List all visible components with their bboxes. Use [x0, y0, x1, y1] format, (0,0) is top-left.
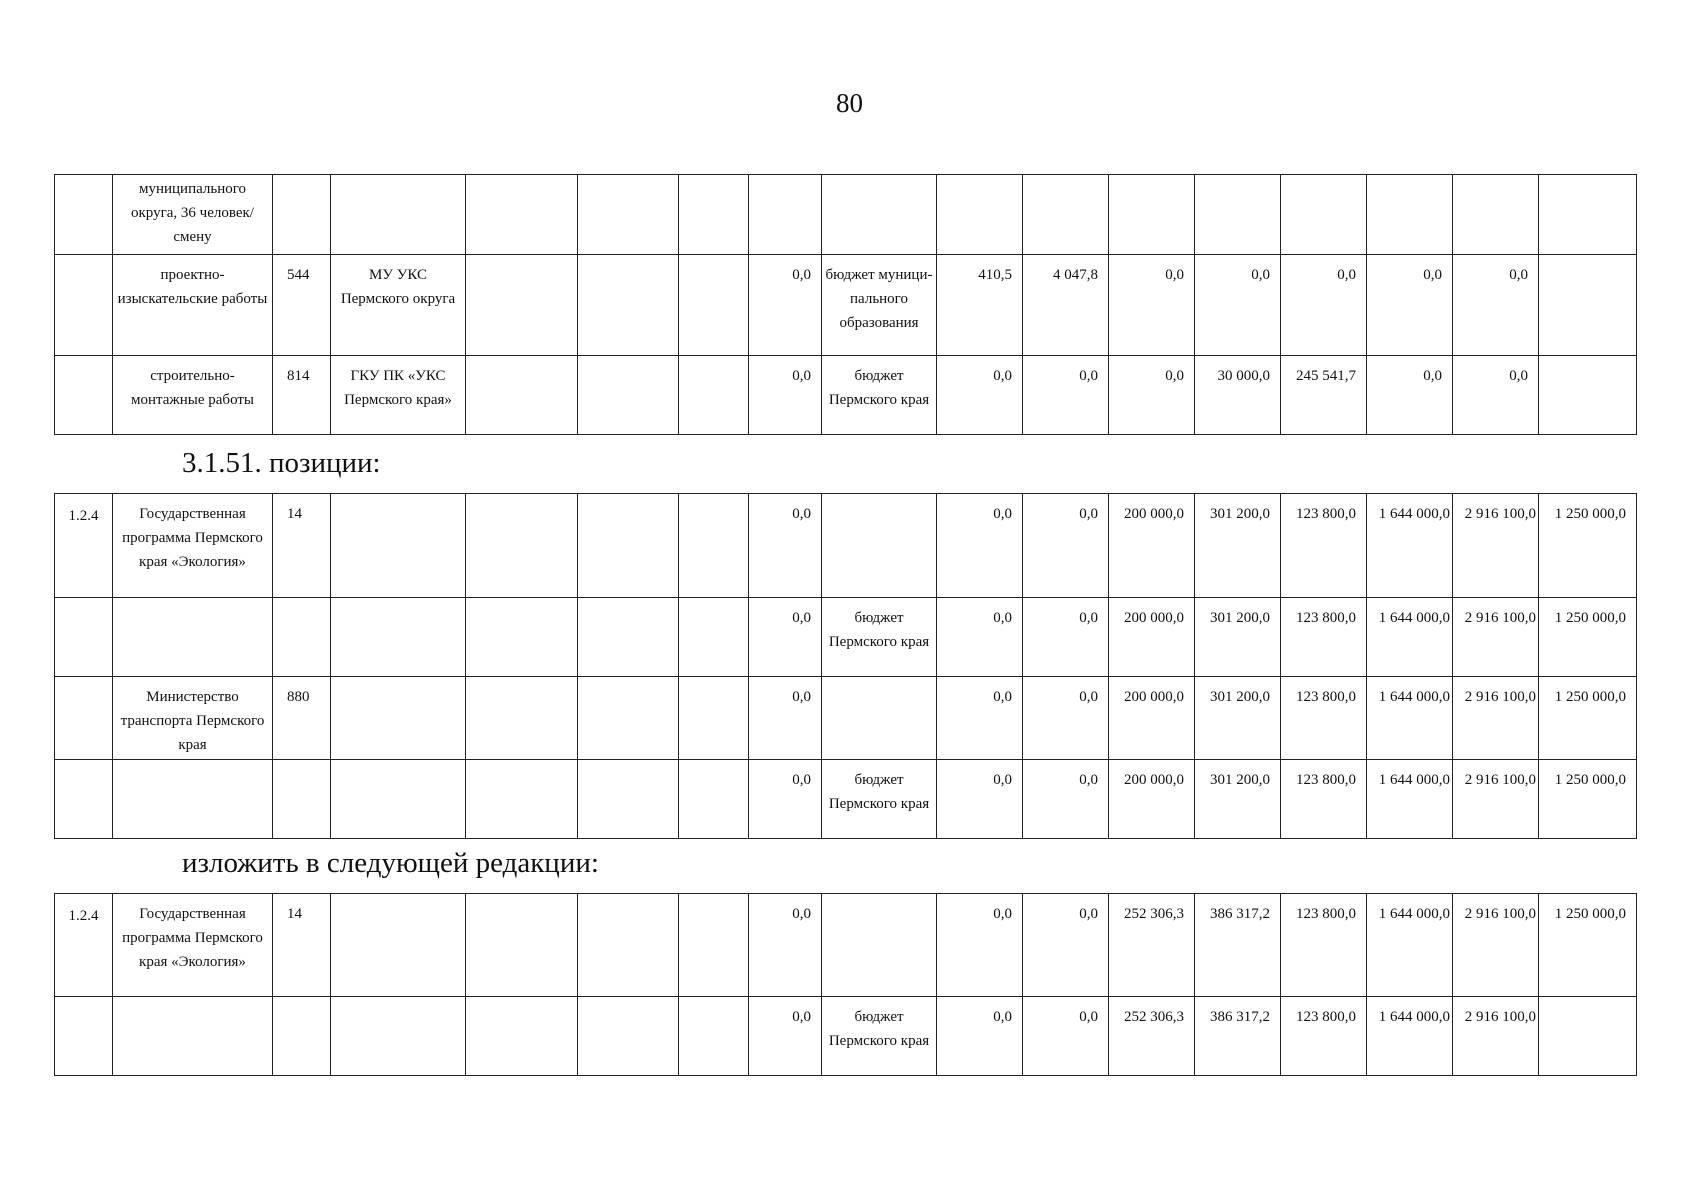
table-cell	[679, 677, 749, 760]
table-cell: 252 306,3	[1109, 997, 1195, 1076]
table-cell: проектно-изыскательские работы	[113, 255, 273, 356]
table-cell: 123 800,0	[1281, 494, 1367, 598]
table-cell	[466, 997, 578, 1076]
table-cell	[55, 175, 113, 255]
table-cell: 0,0	[1023, 598, 1109, 677]
table-row	[55, 356, 1637, 435]
table-cell: 0,0	[937, 494, 1023, 598]
table-cell	[55, 760, 113, 839]
table-cell	[331, 894, 466, 997]
table-cell	[273, 598, 331, 677]
table-cell: бюджет муници-пального образования	[822, 255, 937, 356]
table-cell: Министерство транспорта Пермского края	[113, 677, 273, 760]
table-cell	[55, 356, 113, 435]
table-cell	[1281, 175, 1367, 255]
table-cell	[578, 677, 679, 760]
table-cell	[55, 598, 113, 677]
table-cell	[331, 494, 466, 598]
table-cell: 200 000,0	[1109, 598, 1195, 677]
table-cell: 0,0	[1109, 356, 1195, 435]
table-cell: 1 644 000,0	[1367, 997, 1453, 1076]
table-cell	[331, 598, 466, 677]
table-cell: 0,0	[937, 760, 1023, 839]
table-cell: 0,0	[749, 255, 822, 356]
table-cell: 1 250 000,0	[1539, 677, 1637, 760]
table-row	[55, 494, 1637, 598]
table-cell: Государственная программа Пермского края «Экология»	[113, 894, 273, 997]
table-cell	[578, 894, 679, 997]
table-cell: муниципального округа, 36 человек/смену	[113, 175, 273, 255]
table-cell: 0,0	[1023, 760, 1109, 839]
table-cell: 386 317,2	[1195, 997, 1281, 1076]
table-cell	[679, 894, 749, 997]
table-cell: 0,0	[749, 677, 822, 760]
section-heading-positions: 3.1.51. позиции:	[182, 447, 381, 479]
table-cell	[55, 677, 113, 760]
table-cell	[1453, 175, 1539, 255]
budget-table-old	[54, 493, 1637, 839]
table-cell: бюджет Пермского края	[822, 356, 937, 435]
table-cell	[466, 494, 578, 598]
table-cell: 200 000,0	[1109, 677, 1195, 760]
table-cell: бюджет Пермского края	[822, 598, 937, 677]
table-cell	[55, 255, 113, 356]
table-cell	[679, 760, 749, 839]
table-cell: 1.2.4	[55, 494, 113, 598]
table-cell: 0,0	[749, 760, 822, 839]
table-cell	[822, 894, 937, 997]
table-cell: 2 916 100,0	[1453, 598, 1539, 677]
table-cell	[1023, 175, 1109, 255]
table-cell: 301 200,0	[1195, 598, 1281, 677]
table-row	[55, 255, 1637, 356]
table-cell: 0,0	[749, 494, 822, 598]
table-cell: 0,0	[1023, 494, 1109, 598]
table-cell: 252 306,3	[1109, 894, 1195, 997]
table-cell: 301 200,0	[1195, 677, 1281, 760]
table-cell: бюджет Пермского края	[822, 760, 937, 839]
table-cell: 123 800,0	[1281, 677, 1367, 760]
table-row	[55, 760, 1637, 839]
table-cell	[822, 494, 937, 598]
table-cell: 1 644 000,0	[1367, 677, 1453, 760]
table-cell: 123 800,0	[1281, 997, 1367, 1076]
table-cell: 2 916 100,0	[1453, 494, 1539, 598]
table-cell: 4 047,8	[1023, 255, 1109, 356]
table-cell: 1 644 000,0	[1367, 598, 1453, 677]
table-cell	[578, 760, 679, 839]
table-cell: МУ УКС Пермского округа	[331, 255, 466, 356]
table-cell	[273, 760, 331, 839]
table-row	[55, 598, 1637, 677]
table-cell	[679, 494, 749, 598]
table-cell: 200 000,0	[1109, 760, 1195, 839]
table-cell	[331, 175, 466, 255]
table-cell: 0,0	[937, 598, 1023, 677]
table-cell: 14	[273, 894, 331, 997]
table-cell: строительно-монтажные работы	[113, 356, 273, 435]
table-row	[55, 894, 1637, 997]
table-cell: 0,0	[1453, 356, 1539, 435]
table-cell	[466, 175, 578, 255]
table-cell	[578, 997, 679, 1076]
table-cell	[679, 175, 749, 255]
table-cell: 0,0	[1023, 894, 1109, 997]
table-row	[55, 677, 1637, 760]
table-cell: 0,0	[937, 894, 1023, 997]
section-heading-new-edition: изложить в следующей редакции:	[182, 847, 599, 879]
table-cell	[273, 175, 331, 255]
table-cell	[113, 598, 273, 677]
table-cell: бюджет Пермского края	[822, 997, 937, 1076]
table-cell: 0,0	[1023, 997, 1109, 1076]
table-cell	[1539, 255, 1637, 356]
table-cell: 2 916 100,0	[1453, 997, 1539, 1076]
table-cell	[273, 997, 331, 1076]
table-cell	[679, 997, 749, 1076]
table-cell	[822, 175, 937, 255]
table-cell: 0,0	[937, 677, 1023, 760]
table-cell: 0,0	[1023, 356, 1109, 435]
table-cell: 1 644 000,0	[1367, 760, 1453, 839]
table-cell: 1 250 000,0	[1539, 598, 1637, 677]
table-cell	[113, 997, 273, 1076]
table-cell: 1 644 000,0	[1367, 894, 1453, 997]
table-cell: 123 800,0	[1281, 760, 1367, 839]
table-cell	[822, 677, 937, 760]
table-cell: 14	[273, 494, 331, 598]
table-cell	[679, 356, 749, 435]
table-cell: 301 200,0	[1195, 494, 1281, 598]
table-cell	[331, 760, 466, 839]
table-cell	[1109, 175, 1195, 255]
table-cell	[331, 997, 466, 1076]
table-cell	[578, 255, 679, 356]
table-cell: 0,0	[749, 356, 822, 435]
table-cell: 386 317,2	[1195, 894, 1281, 997]
table-cell: 1.2.4	[55, 894, 113, 997]
table-cell	[679, 255, 749, 356]
table-cell	[1539, 175, 1637, 255]
table-cell: 2 916 100,0	[1453, 760, 1539, 839]
table-cell: 814	[273, 356, 331, 435]
table-cell: 30 000,0	[1195, 356, 1281, 435]
table-cell	[113, 760, 273, 839]
table-cell	[749, 175, 822, 255]
table-cell: Государственная программа Пермского края «Экология»	[113, 494, 273, 598]
table-cell: 0,0	[937, 997, 1023, 1076]
table-cell	[578, 356, 679, 435]
table-cell: 0,0	[1367, 356, 1453, 435]
table-cell: 0,0	[1023, 677, 1109, 760]
table-cell: 301 200,0	[1195, 760, 1281, 839]
table-cell: 0,0	[749, 997, 822, 1076]
table-cell: 1 250 000,0	[1539, 894, 1637, 997]
table-cell: ГКУ ПК «УКС Пермского края»	[331, 356, 466, 435]
table-cell	[578, 494, 679, 598]
table-cell	[466, 255, 578, 356]
table-cell: 0,0	[1281, 255, 1367, 356]
table-cell	[937, 175, 1023, 255]
table-cell: 1 250 000,0	[1539, 494, 1637, 598]
table-cell: 544	[273, 255, 331, 356]
table-cell: 0,0	[937, 356, 1023, 435]
table-cell: 200 000,0	[1109, 494, 1195, 598]
table-row	[55, 175, 1637, 255]
table-cell: 245 541,7	[1281, 356, 1367, 435]
table-cell: 1 250 000,0	[1539, 760, 1637, 839]
table-cell	[466, 598, 578, 677]
table-cell	[466, 894, 578, 997]
table-cell: 410,5	[937, 255, 1023, 356]
table-cell	[466, 356, 578, 435]
table-cell	[1367, 175, 1453, 255]
table-cell	[578, 175, 679, 255]
table-cell	[578, 598, 679, 677]
table-cell	[331, 677, 466, 760]
table-cell: 880	[273, 677, 331, 760]
table-cell	[466, 677, 578, 760]
table-row	[55, 997, 1637, 1076]
table-cell: 0,0	[1195, 255, 1281, 356]
page-number: 80	[836, 88, 863, 118]
table-cell: 0,0	[1109, 255, 1195, 356]
table-cell: 0,0	[1453, 255, 1539, 356]
table-cell	[1539, 997, 1637, 1076]
table-cell	[1539, 356, 1637, 435]
table-cell: 0,0	[749, 598, 822, 677]
table-cell: 1 644 000,0	[1367, 494, 1453, 598]
table-cell	[1195, 175, 1281, 255]
table-cell: 123 800,0	[1281, 894, 1367, 997]
table-cell	[679, 598, 749, 677]
table-cell: 0,0	[1367, 255, 1453, 356]
budget-table-new	[54, 893, 1637, 1076]
table-cell: 2 916 100,0	[1453, 677, 1539, 760]
table-cell	[55, 997, 113, 1076]
table-cell: 2 916 100,0	[1453, 894, 1539, 997]
table-cell	[466, 760, 578, 839]
budget-table-continuation	[54, 174, 1637, 435]
table-cell: 0,0	[749, 894, 822, 997]
table-cell: 123 800,0	[1281, 598, 1367, 677]
